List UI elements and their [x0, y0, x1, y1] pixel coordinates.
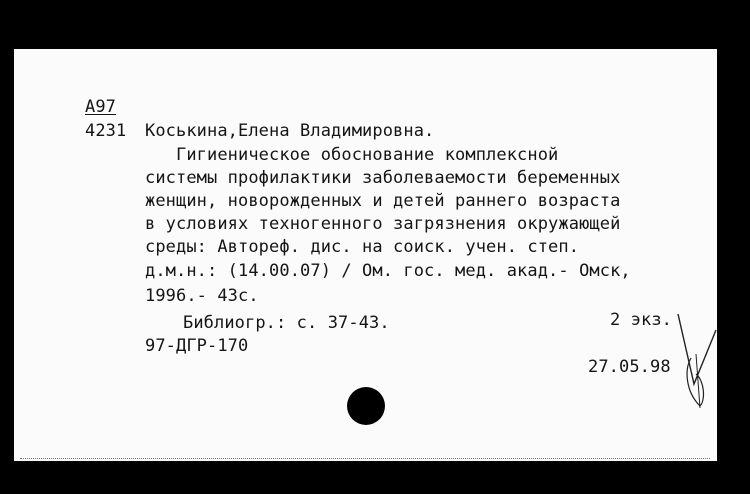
copies-count: 2 экз. — [610, 310, 673, 330]
date-stamp: 27.05.98 — [588, 357, 671, 377]
title-line-7: 1996.- 43с. — [145, 286, 259, 306]
title-line-3: женщин, новорожденных и детей раннего возраста — [145, 191, 621, 211]
title-line-5: среды: Автореф. дис. на соиск. учен. степ. — [145, 237, 580, 257]
title-line-6: д.м.н.: (14.00.07) / Ом. гос. мед. акад.- Омск, — [145, 261, 631, 281]
record-number: 4231 — [85, 121, 127, 141]
handwritten-check-mark — [676, 308, 720, 412]
bibliography-note: Библиогр.: с. 37-43. — [183, 313, 390, 333]
accession-code: 97-ДГР-170 — [145, 336, 249, 356]
title-line-1: Гигиеническое обоснование комплексной — [176, 145, 559, 165]
shelf-mark: А97 — [85, 97, 117, 117]
title-line-2: системы профилактики заболеваемости беременных — [145, 168, 621, 188]
title-line-4: в условиях техногенного загрязнения окружающей — [145, 214, 621, 234]
author-heading: Коськина,Елена Владимировна. — [145, 121, 435, 141]
card-bottom-edge — [20, 458, 710, 461]
punch-hole — [347, 387, 385, 425]
